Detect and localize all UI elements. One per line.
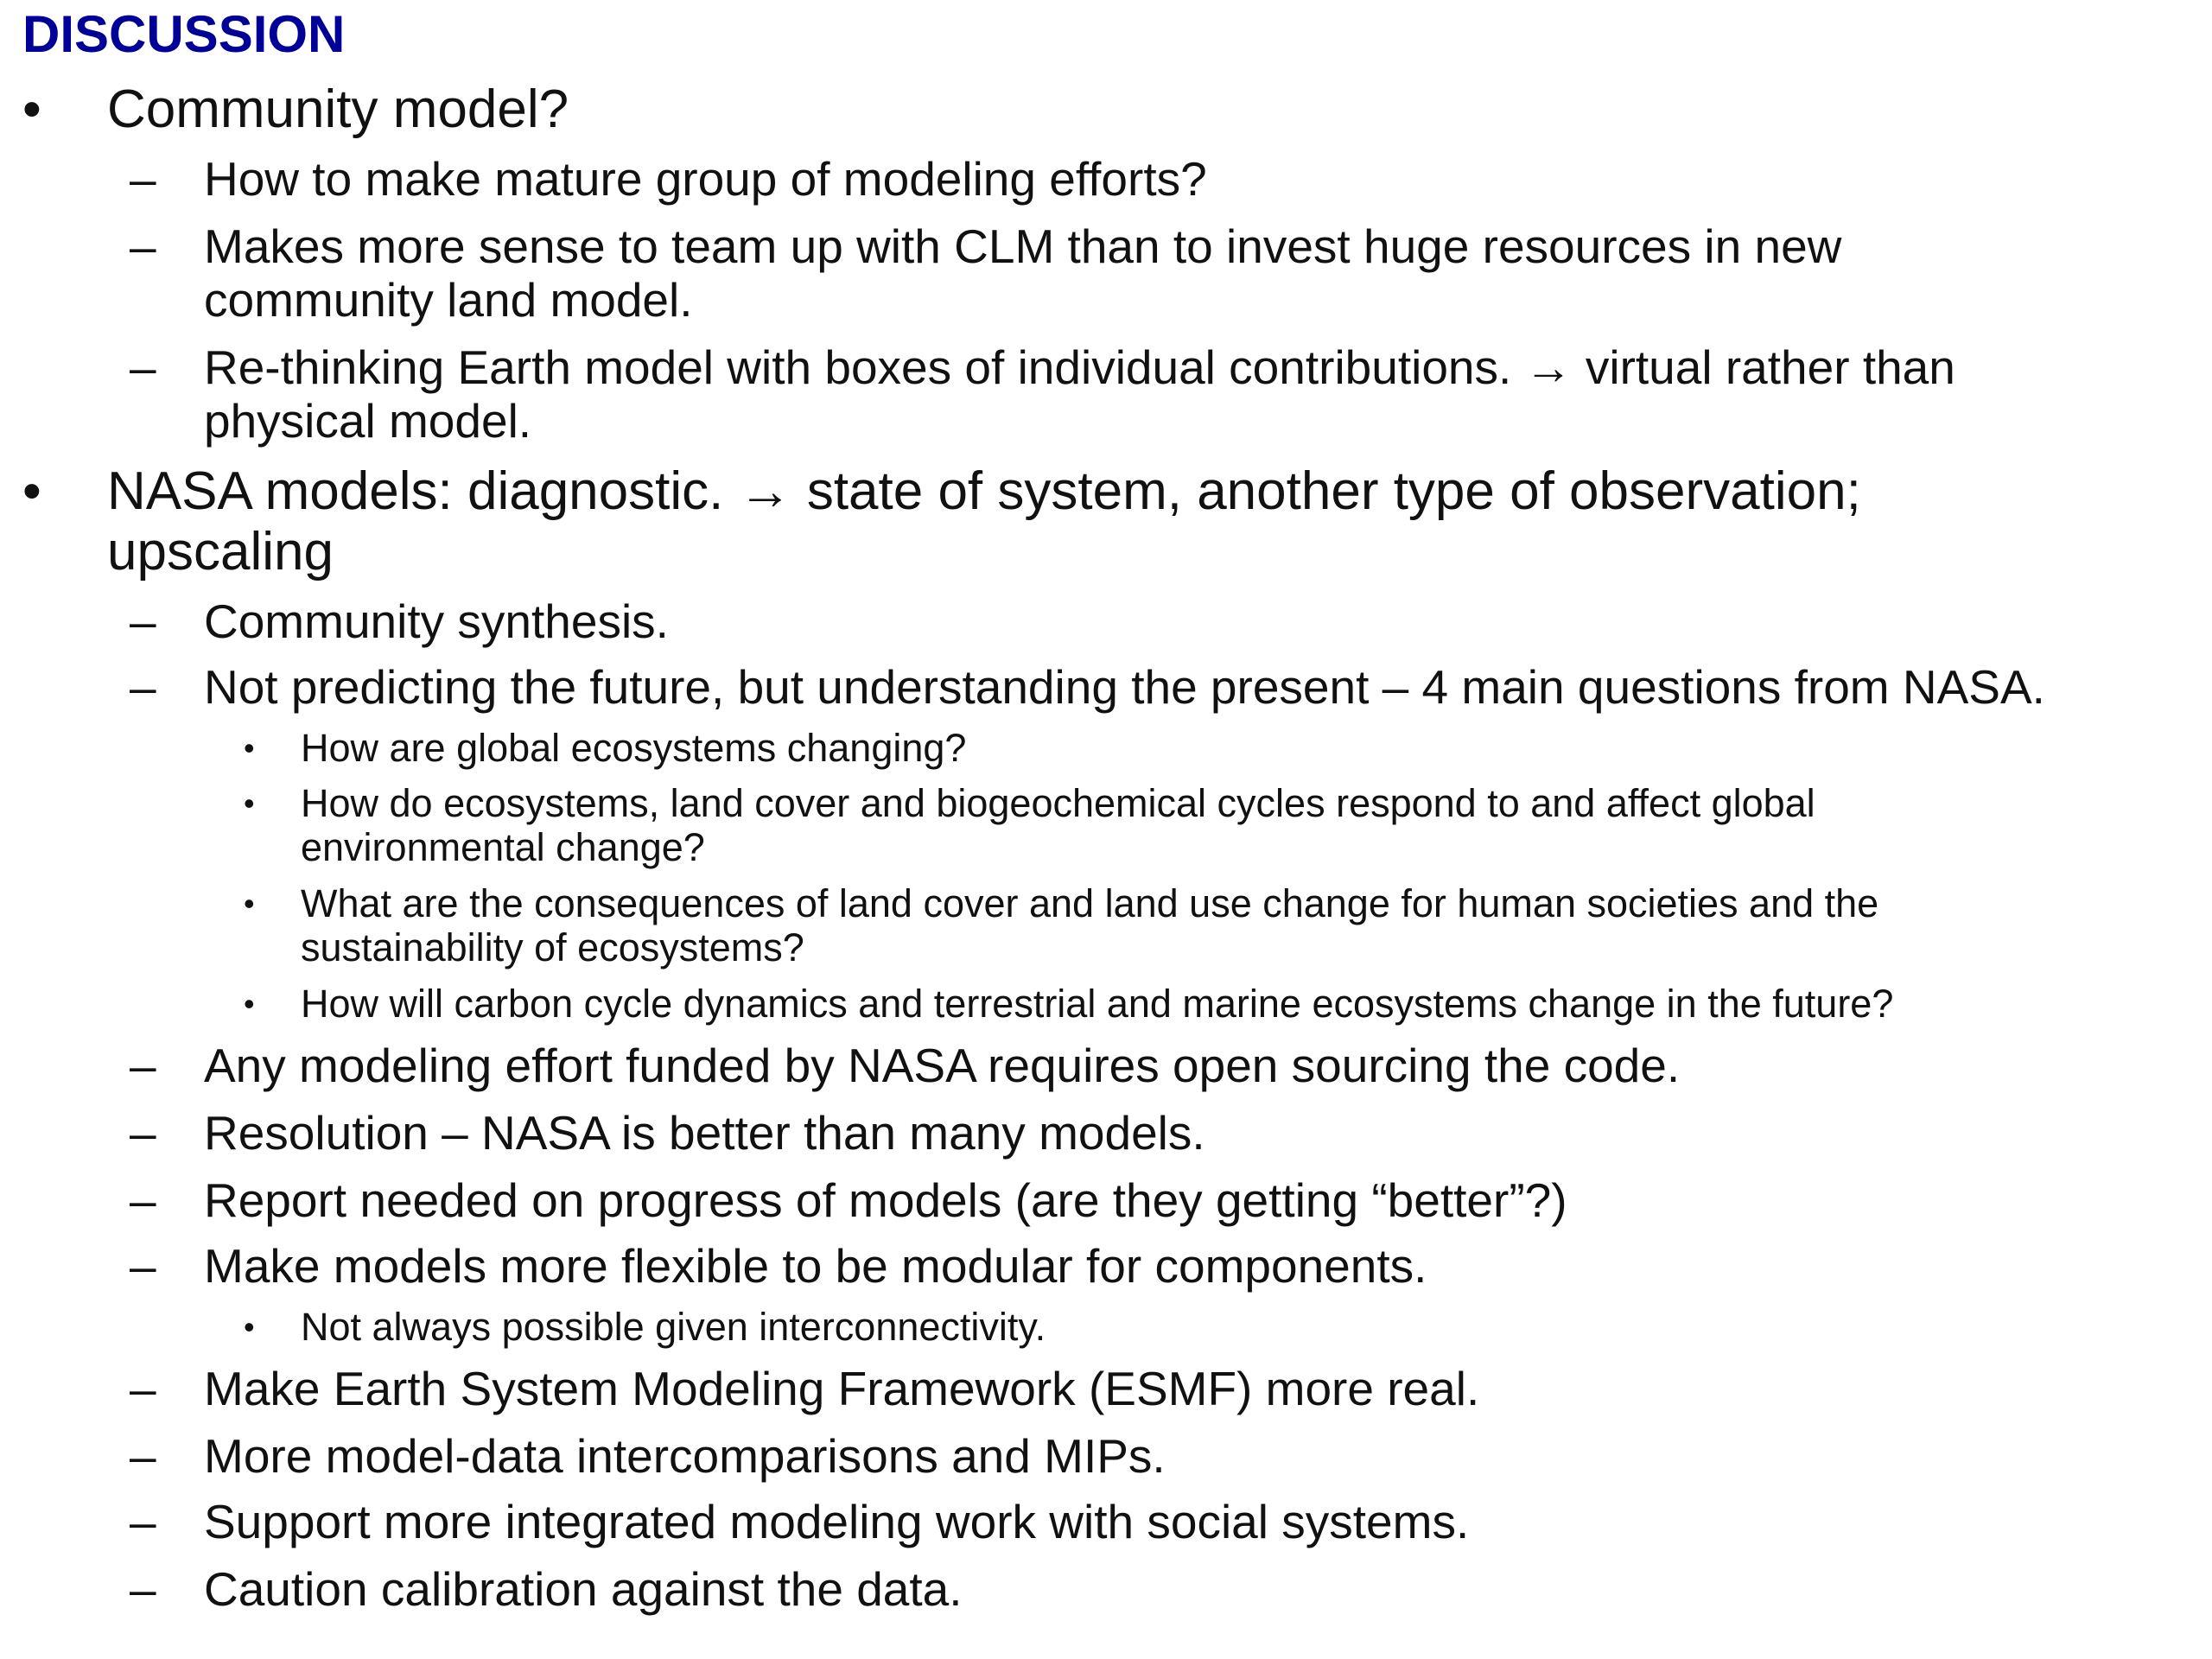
dash-marker: – [130, 1362, 156, 1415]
list-item-text-continued: sustainability of ecosystems? [301, 925, 804, 969]
dash-marker: – [130, 1429, 156, 1483]
list-item-text: Community synthesis. [204, 594, 669, 648]
list-item-text: Not predicting the future, but understanding the present – 4 main questions from NASA. [204, 660, 2045, 714]
dash-marker: – [130, 340, 156, 394]
list-item-text: How do ecosystems, land cover and biogeochemical cycles respond to and affect global [301, 781, 1815, 825]
list-item-text: Community model? [107, 79, 569, 139]
list-item-text: Make models more flexible to be modular for components. [204, 1239, 1427, 1293]
page-title: DISCUSSION [22, 5, 346, 63]
list-item-text: What are the consequences of land cover and land use change for human societies and the [301, 881, 1879, 925]
bullet-marker: • [244, 886, 255, 921]
list-item-text: Report needed on progress of models (are they getting “better”?) [204, 1173, 1567, 1227]
list-item-text-continued: community land model. [204, 273, 693, 327]
bullet-marker: • [244, 1309, 255, 1344]
list-item-text: Make Earth System Modeling Framework (ESMF) more real. [204, 1362, 1480, 1415]
dash-marker: – [130, 219, 156, 273]
list-item-text: More model-data intercomparisons and MIPs. [204, 1429, 1166, 1483]
list-item-text: Resolution – NASA is better than many models. [204, 1106, 1205, 1160]
list-item-text: Re-thinking Earth model with boxes of individual contributions. → virtual rather than [204, 340, 1955, 394]
bullet-marker: • [244, 785, 255, 821]
list-item-text: NASA models: diagnostic. → state of system, another type of observation; [107, 461, 1861, 521]
dash-marker: – [130, 152, 156, 206]
bullet-marker: • [244, 730, 255, 766]
list-item-text: How will carbon cycle dynamics and terrestrial and marine ecosystems change in the future? [301, 982, 1894, 1026]
list-item-text: Makes more sense to team up with CLM than to invest huge resources in new [204, 219, 1842, 273]
list-item-text: Not always possible given interconnectivity. [301, 1305, 1046, 1349]
dash-marker: – [130, 1495, 156, 1548]
bullet-marker: • [22, 461, 41, 521]
list-item-text: Caution calibration against the data. [204, 1562, 963, 1616]
list-item-text-continued: environmental change? [301, 825, 705, 869]
list-item-text: How are global ecosystems changing? [301, 726, 967, 770]
dash-marker: – [130, 594, 156, 648]
dash-marker: – [130, 660, 156, 714]
bullet-marker: • [244, 986, 255, 1021]
dash-marker: – [130, 1106, 156, 1160]
dash-marker: – [130, 1562, 156, 1616]
list-item-text-continued: upscaling [107, 522, 334, 582]
dash-marker: – [130, 1039, 156, 1092]
dash-marker: – [130, 1239, 156, 1293]
list-item-text: How to make mature group of modeling efforts? [204, 152, 1207, 206]
list-item-text: Any modeling effort funded by NASA requires open sourcing the code. [204, 1039, 1681, 1092]
bullet-marker: • [22, 79, 41, 139]
list-item-text: Support more integrated modeling work with social systems. [204, 1495, 1470, 1548]
list-item-text-continued: physical model. [204, 394, 532, 448]
dash-marker: – [130, 1173, 156, 1227]
